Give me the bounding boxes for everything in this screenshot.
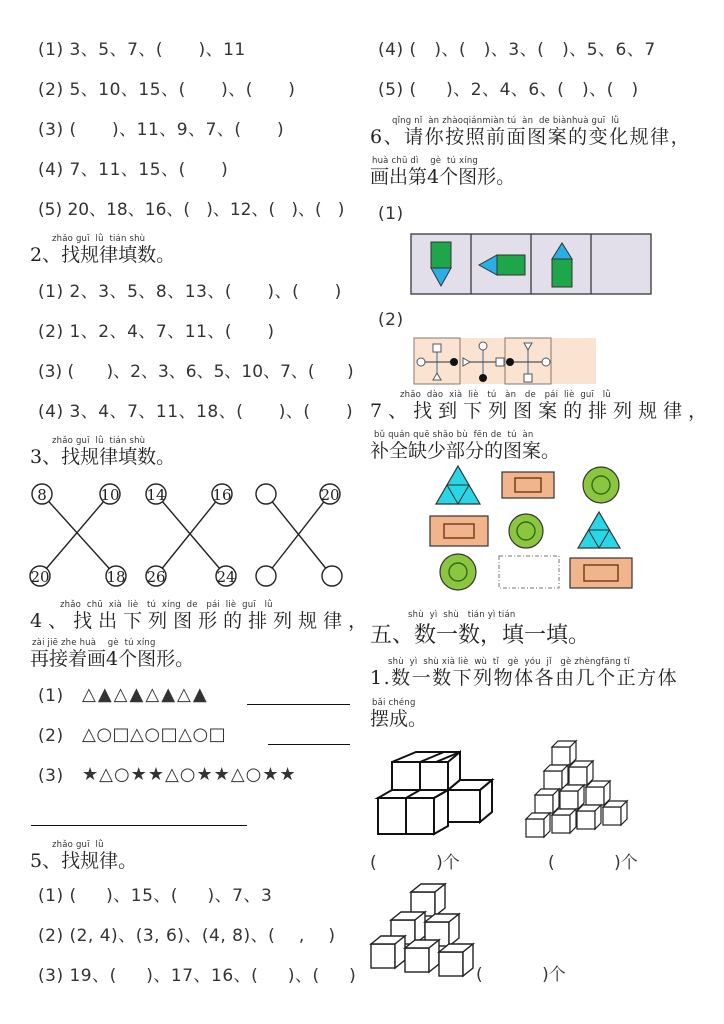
seq-1-5: (5) 20、18、16、( )、12、( )、( ) bbox=[38, 200, 345, 220]
section7-title-1: 7、找到下列图案的排列规律， bbox=[370, 400, 714, 422]
section3-title: 3、找规律填数。 bbox=[30, 446, 176, 468]
cross2-bottom-left: 26 bbox=[146, 568, 166, 586]
shape-row-2-label: (2) bbox=[38, 726, 64, 746]
section4-title-2: 再接着画4个图形。 bbox=[30, 648, 195, 670]
seq-5-2: (2) (2, 4)、(3, 6)、(4, 8)、( , ) bbox=[38, 926, 336, 946]
section6-pinyin-2: huà chū dì gè tú xíng bbox=[372, 156, 479, 166]
shape-row-3: ★△○★★△○★★△○★★ bbox=[82, 764, 297, 785]
section4-title-1: 4、找出下列图形的排列规律， bbox=[30, 610, 374, 632]
part5-title: 五、数一数，填一填。 bbox=[370, 623, 591, 648]
seq-2-4: (4) 3、4、7、11、18、( )、( ) bbox=[38, 402, 354, 422]
section6-title-2: 画出第4个图形。 bbox=[370, 166, 516, 188]
q1-pinyin-2: bǎi chéng bbox=[372, 698, 416, 708]
cross3-top-right: 20 bbox=[320, 486, 340, 504]
answer-line-3[interactable] bbox=[31, 825, 247, 826]
answer-line-1[interactable] bbox=[247, 704, 350, 705]
cross2-top-right: 16 bbox=[212, 486, 232, 504]
section4-pinyin-1: zhǎo chū xià liè tú xíng de pái liè guī lǜ bbox=[60, 600, 273, 610]
seq-1-2: (2) 5、10、15、( )、( ) bbox=[38, 80, 296, 100]
shape-row-3-label: (3) bbox=[38, 766, 64, 786]
seq-5-4: (4) ( )、( )、3、( )、5、6、7 bbox=[378, 40, 656, 60]
section7-pinyin-2: bǔ quán quē shǎo bù fēn de tú àn bbox=[374, 430, 534, 440]
shape-row-1: △▲△▲△▲△▲ bbox=[82, 684, 209, 705]
seq-1-1: (1) 3、5、7、( )、11 bbox=[38, 40, 246, 60]
cube-figure-1 bbox=[376, 750, 496, 838]
missing-pattern-slot[interactable] bbox=[499, 556, 559, 588]
pattern-strip-1 bbox=[411, 234, 653, 296]
cross1-top-left: 8 bbox=[37, 486, 47, 504]
seq-2-1: (1) 2、3、5、8、13、( )、( ) bbox=[38, 282, 342, 302]
seq-5-1: (1) ( )、15、( )、7、3 bbox=[38, 886, 273, 906]
cross2-bottom-right: 24 bbox=[216, 568, 236, 586]
answer-line-2[interactable] bbox=[268, 744, 350, 745]
seq-2-2: (2) 1、2、4、7、11、( ) bbox=[38, 322, 275, 342]
part5-pinyin: shù yì shù tián yì tián bbox=[408, 610, 516, 620]
pattern-strip-2 bbox=[414, 338, 598, 386]
shape-row-1-label: (1) bbox=[38, 686, 64, 706]
cube-figure-2 bbox=[526, 737, 638, 837]
seq-5-3: (3) 19、( )、17、16、( )、( ) bbox=[38, 966, 357, 986]
section5-title: 5、找规律。 bbox=[30, 850, 138, 872]
section5-pinyin: zhǎo guī lǜ bbox=[52, 840, 104, 850]
q1-title-1: 1.数一数下列物体各由几个正方体 bbox=[370, 667, 679, 689]
section2-pinyin: zhǎo guī lǜ tián shù bbox=[52, 234, 146, 244]
cross2-top-left: 14 bbox=[146, 486, 166, 504]
cube-answer-2[interactable]: ( )个 bbox=[548, 853, 638, 873]
section3-pinyin: zhǎo guī lǜ tián shù bbox=[52, 436, 146, 446]
section6-sub2-label: (2) bbox=[378, 310, 404, 330]
seq-1-4: (4) 7、11、15、( ) bbox=[38, 160, 229, 180]
seq-5-5: (5) ( )、2、4、6、( )、( ) bbox=[378, 80, 639, 100]
section2-title: 2、找规律填数。 bbox=[30, 244, 176, 266]
cross1-top-right: 10 bbox=[100, 486, 120, 504]
section6-pinyin-1: qǐng nǐ àn zhàoqiánmiàn tú àn de biànhuà guī lǜ bbox=[392, 116, 620, 126]
cube-figure-3 bbox=[371, 884, 481, 974]
cross1-bottom-right: 18 bbox=[106, 568, 126, 586]
q1-title-2: 摆成。 bbox=[370, 708, 428, 730]
cross1-bottom-left: 20 bbox=[30, 568, 50, 586]
section6-sub1-label: (1) bbox=[378, 204, 404, 224]
shape-row-2: △○□△○□△○□ bbox=[82, 724, 227, 745]
section4-pinyin-2: zài jiē zhe huà gè tú xíng bbox=[32, 638, 156, 648]
section7-pinyin-1: zhǎo dào xià liè tú àn de pái liè guī lǜ bbox=[400, 390, 611, 400]
section7-title-2: 补全缺少部分的图案。 bbox=[370, 440, 561, 462]
seq-2-3: (3) ( )、2、3、6、5、10、7、( ) bbox=[38, 362, 354, 382]
section6-title-1: 6、请你按照前面图案的变化规律， bbox=[370, 126, 692, 148]
triangle-shape bbox=[436, 466, 480, 504]
cube-answer-1[interactable]: ( )个 bbox=[370, 853, 460, 873]
q1-pinyin-1: shù yì shù xià liè wù tǐ gè yóu jǐ gè zhèngfāng tǐ bbox=[388, 657, 630, 667]
seq-1-3: (3) ( )、11、9、7、( ) bbox=[38, 120, 285, 140]
cube-answer-3[interactable]: ( )个 bbox=[476, 965, 566, 985]
